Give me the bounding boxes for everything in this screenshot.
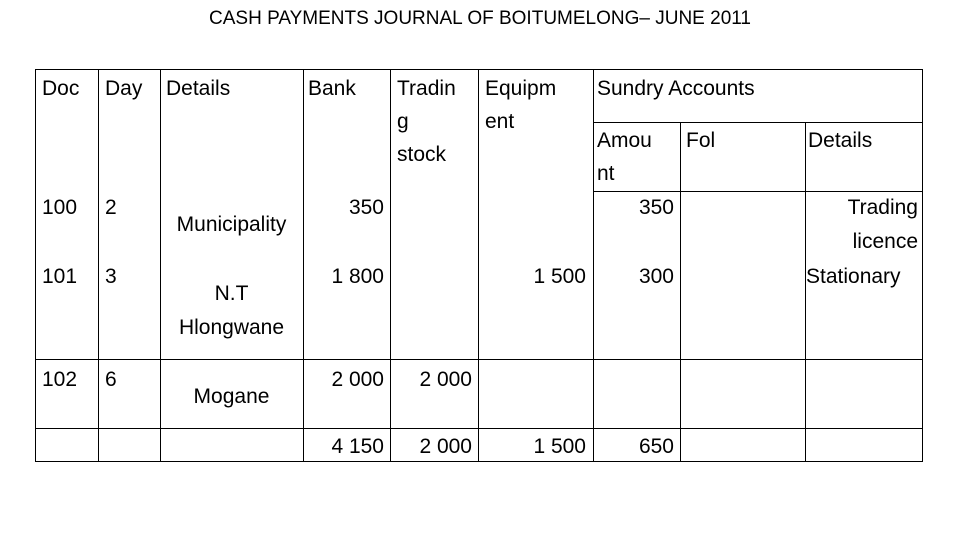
row-day: 2 — [105, 196, 117, 219]
row-details: Municipality — [176, 213, 287, 236]
header-equipment: Equipm ent — [485, 77, 557, 133]
header-doc: Doc — [42, 77, 80, 100]
column-rule — [98, 69, 99, 462]
header-sundry-details: Details — [808, 129, 873, 152]
row-sundry-details: Trading licence — [847, 196, 918, 253]
journal-title: CASH PAYMENTS JOURNAL OF BOITUMELONG– JUNE 2011 — [209, 8, 751, 29]
row-sundry-details: Stationary — [806, 265, 901, 288]
table-border-right — [922, 69, 923, 462]
row-doc: 100 — [42, 196, 78, 219]
row-amount: 300 — [638, 265, 674, 288]
row-bank: 350 — [348, 196, 384, 219]
header-bank: Bank — [308, 77, 356, 100]
column-rule — [680, 122, 681, 462]
row-details: Mogane — [193, 385, 270, 408]
header-trading-stock: Tradin g stock — [397, 77, 456, 166]
row-doc: 102 — [42, 368, 78, 391]
total-bank: 4 150 — [331, 435, 384, 458]
row-details: N.T Hlongwane — [178, 282, 285, 339]
table-border-left — [35, 69, 36, 462]
total-equipment: 1 500 — [533, 435, 586, 458]
total-amount: 650 — [638, 435, 674, 458]
total-trading-stock: 2 000 — [419, 435, 472, 458]
row-equipment: 1 500 — [533, 265, 586, 288]
column-rule — [390, 69, 391, 462]
row-day: 3 — [105, 265, 117, 288]
row-doc: 101 — [42, 265, 78, 288]
header-details: Details — [166, 77, 231, 100]
header-day: Day — [105, 77, 143, 100]
row-bank: 1 800 — [331, 265, 384, 288]
header-amount: Amou nt — [597, 129, 652, 185]
row-amount: 350 — [638, 196, 674, 219]
row-trading-stock: 2 000 — [419, 368, 472, 391]
sundry-subheader-rule — [593, 122, 922, 123]
row-bank: 2 000 — [331, 368, 384, 391]
row-day: 6 — [105, 368, 117, 391]
header-sundry-accounts: Sundry Accounts — [597, 77, 755, 100]
header-fol: Fol — [686, 129, 716, 152]
